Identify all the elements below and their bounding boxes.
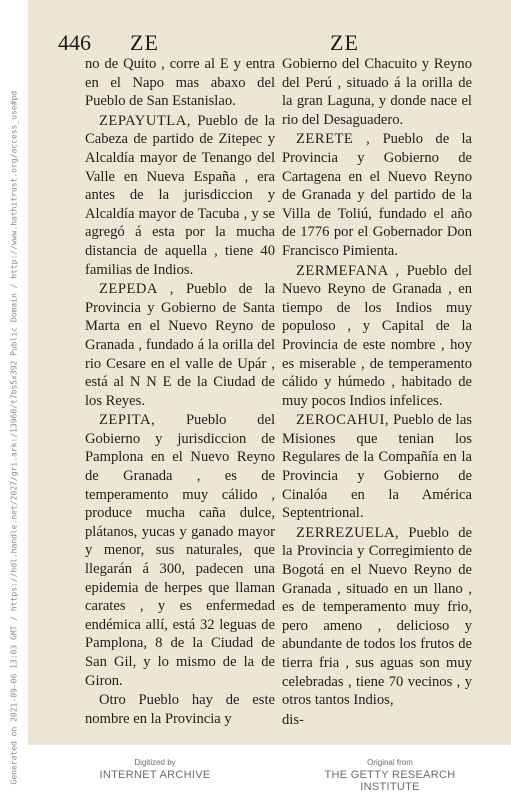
entry-headword: ZEPEDA ,	[99, 281, 174, 298]
entry-headword: ZEPITA,	[99, 412, 156, 429]
entry-text: Pueblo del Nuevo Reyno de Granada , en tiempo de los Indios muy populoso , y Capital de la Provincia de este nombre , hoy es miserable , de temperamento cálido y húmedo , habitado de muy pocos Indios infelices.	[282, 262, 472, 409]
right_column-paragraph	[282, 130, 472, 260]
entry-text: Otro Pueblo hay de este nombre en la Provincia y	[85, 692, 275, 727]
right_column-paragraph	[282, 711, 472, 730]
entry-headword: ZERREZUELA,	[296, 524, 400, 541]
footer-digitized-label: Digitized by	[134, 758, 176, 767]
page-header	[58, 30, 471, 56]
right_column-paragraph	[282, 411, 472, 523]
entry-text: Pueblo del Gobierno y jurisdiccion de Pamplona en el Nuevo Reyno de Granada , es de temperamento muy cálido , produce mucha caña dulce, plátanos, yucas y ganado mayor y menor, sus naturales, que llegarán á 300, padecen una epidemia de herpes que llaman carates , y es enfermedad endémica allí, está 32 leguas de Pamplona, 8 de la Ciudad de San Gil, y lo mismo de la de Giron.	[85, 412, 275, 689]
entry-text: Pueblo de la Provincia y Corregimiento de Bogotá en el Nuevo Reyno de Granada , situado en un llano , es de temperamento muy frio, pero ameno , delicioso y abundante de todos los frutos de tierra fria , sus aguas son muy celebradas , tiene 70 vecinos , y otros tantos Indios,	[282, 524, 472, 709]
footer-original-source: THE GETTY RESEARCH INSTITUTE	[324, 769, 456, 793]
left_column-paragraph	[85, 411, 275, 690]
right-column	[282, 55, 472, 730]
footer-original	[300, 758, 480, 793]
left_column-paragraph	[85, 112, 275, 279]
entry-headword: ZERMEFANA ,	[296, 262, 400, 279]
entry-text: no de Quito , corre al E y entra en el Napo mas abaxo del Pueblo de San Estanislao.	[85, 56, 275, 110]
side-note	[0, 90, 28, 800]
left_column-paragraph	[85, 280, 275, 410]
entry-text: Pueblo de la Provincia y Gobierno de Santa Marta en el Nuevo Reyno de Granada , fundado á la orilla del rio Cesare en el valle de Upár , está al N N E de la Ciudad de los Reyes.	[85, 281, 275, 409]
running-head-right: ZE	[330, 30, 359, 55]
entry-text: Gobierno del Chacuito y Reyno del Perú , situado á la orilla de la gran Laguna, y donde nace el rio del Desaguadero.	[282, 56, 472, 128]
entry-headword: ZERETE ,	[296, 131, 371, 148]
right_column-paragraph	[282, 524, 472, 710]
right_column-paragraph	[282, 262, 472, 411]
footer-digitized-source: INTERNET ARCHIVE	[99, 769, 211, 781]
footer-original-label: Original from	[367, 758, 413, 767]
side-note-text: Generated on 2021-09-06 13:03 GMT / https://hdl.handle.net/2027/gri.ark:/13960/t7bs5x392 Public Domain / http://www.hathitrust.org/access_use#pd	[9, 90, 19, 785]
entry-headword: ZEPAYUTLA,	[99, 112, 191, 129]
page-number: 446	[58, 30, 91, 55]
running-head-left: ZE	[130, 30, 159, 55]
entry-text: Pueblo de la Provincia y Gobierno de Cartagena en el Nuevo Reyno de Granada y del partido de la Villa de Toliú, fundado el año de 1776 por el Gobernador Don Francisco Pimienta.	[282, 131, 473, 259]
left_column-paragraph	[85, 691, 275, 728]
entry-text: dis-	[282, 711, 304, 728]
footer-digitized	[80, 758, 230, 781]
page-footer	[0, 752, 511, 800]
entry-text: Pueblo de la Cabeza de partido de Zitepec y Alcaldía mayor de Tenango del Valle en Nueva España , era antes de la jurisdiccion y Alcaldía mayor de Tacuba , y se agregó á esta por la mucha distancia de aquella , tiene 40 familias de Indios.	[85, 112, 275, 278]
entry-headword: ZEROCAHUI,	[296, 412, 389, 429]
left-column	[85, 55, 275, 729]
right_column-paragraph	[282, 55, 472, 129]
left_column-paragraph	[85, 55, 275, 111]
entry-text: Pueblo de las Misiones que tenian los Regulares de la Compañía en la Provincia y Gobierno de Cinalóa en la América Septentrional.	[282, 412, 472, 522]
